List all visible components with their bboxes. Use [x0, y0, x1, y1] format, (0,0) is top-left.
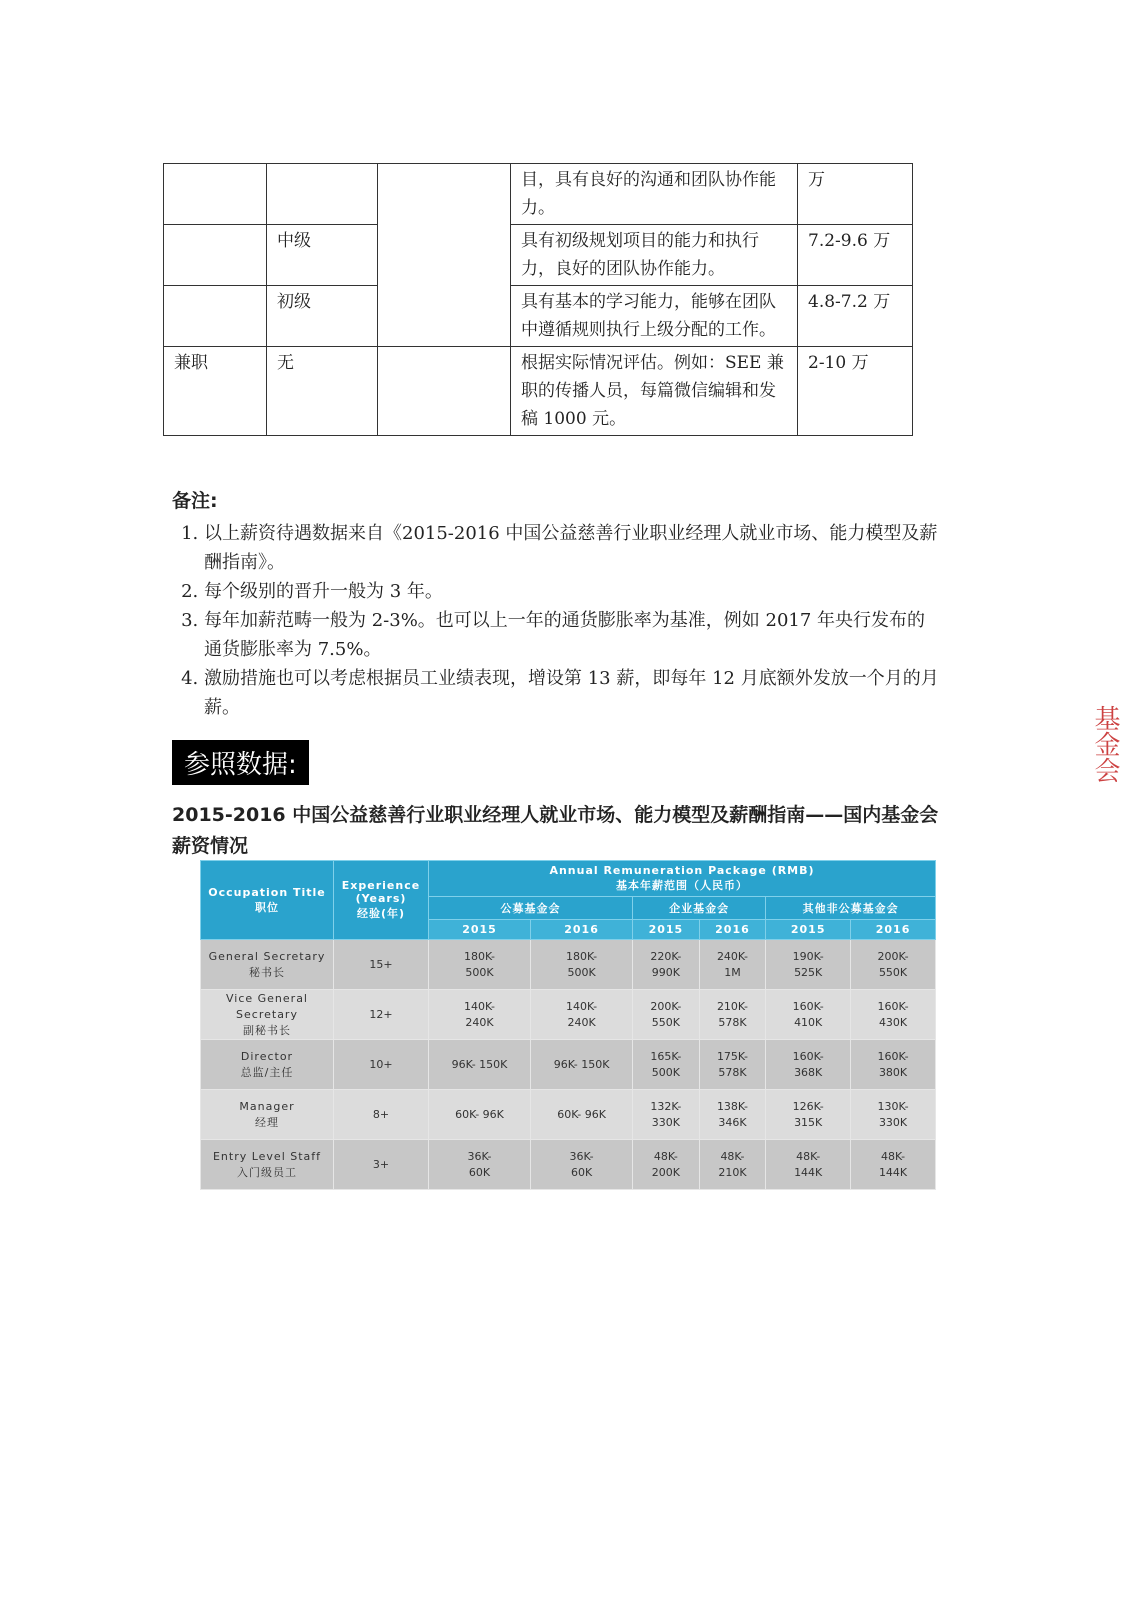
salary-cell — [429, 1090, 531, 1140]
salary-value: 140K- — [566, 999, 598, 1013]
header-experience-en: Experience (Years) — [341, 879, 421, 905]
occupation-en: Vice General Secretary — [225, 991, 308, 1021]
experience-cell: 8+ — [334, 1090, 429, 1140]
salary-value: 175K- — [716, 1049, 748, 1063]
table-cell — [164, 286, 267, 347]
salary-value: 160K- — [792, 1049, 824, 1063]
salary-cell — [429, 1140, 531, 1190]
salary-value: 430K — [878, 1015, 908, 1029]
salary-value: 60K — [570, 1165, 593, 1179]
occupation-cell — [201, 1140, 334, 1190]
occupation-cell — [201, 1090, 334, 1140]
table-row — [201, 1140, 936, 1190]
salary-cell — [531, 940, 633, 990]
table-cell: 具有初级规划项目的能力和执行力，良好的团队协作能力。 — [511, 225, 798, 286]
list-item: 1. 以上薪资待遇数据来自《2015-2016 中国公益慈善行业职业经理人就业市场、能力模型及薪酬指南》。 — [204, 519, 942, 577]
experience-cell: 3+ — [334, 1140, 429, 1190]
header-occupation-cn: 职位 — [255, 900, 279, 914]
header-year: 2016 — [531, 920, 633, 940]
header-package-en: Annual Remuneration Package (RMB) — [549, 864, 815, 877]
salary-value: 180K- — [464, 949, 496, 963]
salary-value: 160K- — [877, 999, 909, 1013]
experience-cell: 15+ — [334, 940, 429, 990]
table-row — [164, 164, 913, 225]
occupation-cell — [201, 990, 334, 1040]
salary-cell — [531, 1040, 633, 1090]
table-cell: 兼职 — [164, 347, 267, 436]
header-experience-cn: 经验(年) — [356, 907, 406, 920]
notes-section — [172, 486, 942, 722]
salary-cell — [699, 1040, 766, 1090]
list-item: 2. 每个级别的晋升一般为 3 年。 — [204, 577, 942, 606]
occupation-en: Director — [240, 1049, 294, 1063]
header-occupation — [201, 861, 334, 940]
salary-value: 1M — [724, 965, 741, 979]
salary-value: 315K — [794, 1115, 823, 1129]
salary-value: 240K- — [716, 949, 748, 963]
salary-cell — [766, 1040, 851, 1090]
salary-value: 990K — [651, 965, 680, 979]
header-year: 2015 — [766, 920, 851, 940]
table-cell — [164, 164, 267, 225]
salary-cell — [531, 990, 633, 1040]
salary-value: 380K — [878, 1065, 908, 1079]
list-item: 4. 激励措施也可以考虑根据员工业绩表现，增设第 13 薪，即每年 12 月底额外发放一个月的月薪。 — [204, 664, 942, 722]
salary-value: 410K — [794, 1015, 823, 1029]
salary-value: 138K- — [716, 1099, 748, 1113]
salary-value: 550K — [651, 1015, 680, 1029]
table-row — [164, 286, 913, 347]
salary-value: 60K- 96K — [455, 1107, 504, 1121]
occupation-en: Entry Level Staff — [212, 1149, 322, 1163]
salary-value: 200K- — [650, 999, 682, 1013]
salary-cell — [851, 1040, 936, 1090]
salary-value: 130K- — [877, 1099, 909, 1113]
salary-value: 368K — [794, 1065, 823, 1079]
salary-value: 220K- — [650, 949, 682, 963]
salary-value: 48K- — [653, 1149, 678, 1163]
reference-label: 参照数据: — [172, 740, 309, 785]
salary-value: 144K — [878, 1165, 908, 1179]
salary-value: 132K- — [650, 1099, 682, 1113]
occupation-cell — [201, 940, 334, 990]
table-cell — [378, 347, 511, 436]
salary-cell — [766, 1090, 851, 1140]
notes-list — [172, 519, 942, 722]
salary-value: 578K — [718, 1015, 747, 1029]
header-occupation-en: Occupation Title — [208, 885, 326, 899]
salary-value: 160K- — [877, 1049, 909, 1063]
salary-cell — [633, 990, 700, 1040]
table-cell: 万 — [798, 164, 913, 225]
experience-cell: 12+ — [334, 990, 429, 1040]
table-row — [164, 347, 913, 436]
table-row — [164, 225, 913, 286]
salary-value: 140K- — [464, 999, 496, 1013]
salary-value: 96K- 150K — [451, 1057, 508, 1071]
table-cell: 初级 — [267, 286, 378, 347]
notes-title: 备注: — [172, 490, 218, 512]
salary-cell — [766, 990, 851, 1040]
header-package — [429, 861, 936, 897]
header-group: 公募基金会 — [429, 897, 633, 920]
salary-value: 330K — [878, 1115, 908, 1129]
header-experience — [334, 861, 429, 940]
header-year: 2015 — [633, 920, 700, 940]
salary-cell — [851, 940, 936, 990]
salary-value: 240K — [465, 1015, 494, 1029]
salary-value: 578K — [718, 1065, 747, 1079]
salary-value: 500K — [567, 965, 596, 979]
header-year: 2016 — [851, 920, 936, 940]
salary-cell — [633, 1090, 700, 1140]
table-row — [201, 1090, 936, 1140]
table-cell — [164, 225, 267, 286]
occupation-cn: 副秘书长 — [243, 1023, 291, 1037]
table-cell: 具有基本的学习能力，能够在团队中遵循规则执行上级分配的工作。 — [511, 286, 798, 347]
salary-cell — [429, 940, 531, 990]
salary-cell — [699, 1140, 766, 1190]
salary-cell — [429, 990, 531, 1040]
table-cell: 无 — [267, 347, 378, 436]
salary-cell — [699, 1090, 766, 1140]
occupation-cn: 经理 — [255, 1115, 279, 1129]
salary-cell — [531, 1140, 633, 1190]
reference-title: 2015-2016 中国公益慈善行业职业经理人就业市场、能力模型及薪酬指南——国内基金会薪资情况 — [172, 804, 939, 857]
salary-value: 36K- — [569, 1149, 594, 1163]
salary-value: 240K — [567, 1015, 596, 1029]
salary-value: 525K — [794, 965, 823, 979]
seal-stamp: 基金会 — [1090, 705, 1120, 783]
header-year: 2015 — [429, 920, 531, 940]
salary-value: 190K- — [792, 949, 824, 963]
table-cell: 中级 — [267, 225, 378, 286]
salary-value: 60K- 96K — [557, 1107, 606, 1121]
salary-value: 210K- — [716, 999, 748, 1013]
table-cell: 7.2-9.6 万 — [798, 225, 913, 286]
salary-value: 60K — [468, 1165, 491, 1179]
job-level-table — [163, 163, 913, 436]
salary-cell — [699, 990, 766, 1040]
occupation-cn: 总监/主任 — [240, 1065, 294, 1079]
table-row — [201, 940, 936, 990]
salary-value: 550K — [878, 965, 908, 979]
salary-value: 48K- — [720, 1149, 745, 1163]
table-cell — [267, 164, 378, 225]
salary-value: 126K- — [792, 1099, 824, 1113]
salary-cell — [531, 1090, 633, 1140]
experience-cell: 10+ — [334, 1040, 429, 1090]
table-cell: 目，具有良好的沟通和团队协作能力。 — [511, 164, 798, 225]
salary-cell — [851, 1090, 936, 1140]
salary-value: 500K — [651, 1065, 680, 1079]
occupation-en: General Secretary — [208, 949, 326, 963]
list-item: 3. 每年加薪范畴一般为 2-3%。也可以上一年的通货膨胀率为基准，例如 2017 年央行发布的通货膨胀率为 7.5%。 — [204, 606, 942, 664]
salary-value: 200K — [651, 1165, 680, 1179]
salary-cell — [633, 1140, 700, 1190]
salary-cell — [429, 1040, 531, 1090]
table-cell: 根据实际情况评估。例如：SEE 兼职的传播人员，每篇微信编辑和发稿 1000 元。 — [511, 347, 798, 436]
salary-value: 36K- — [467, 1149, 492, 1163]
occupation-cn: 秘书长 — [249, 965, 285, 979]
header-group: 企业基金会 — [633, 897, 766, 920]
salary-value: 210K — [718, 1165, 747, 1179]
salary-cell — [766, 1140, 851, 1190]
occupation-cell — [201, 1040, 334, 1090]
salary-value: 165K- — [650, 1049, 682, 1063]
salary-table — [200, 860, 936, 1190]
table-cell: 4.8-7.2 万 — [798, 286, 913, 347]
occupation-en: Manager — [239, 1099, 295, 1113]
header-group: 其他非公募基金会 — [766, 897, 936, 920]
salary-value: 180K- — [566, 949, 598, 963]
salary-cell — [766, 940, 851, 990]
salary-value: 160K- — [792, 999, 824, 1013]
salary-value: 500K — [465, 965, 494, 979]
salary-value: 48K- — [796, 1149, 821, 1163]
salary-value: 330K — [651, 1115, 680, 1129]
salary-cell — [633, 1040, 700, 1090]
table-row — [201, 1040, 936, 1090]
header-row — [201, 861, 936, 897]
table-cell — [378, 164, 511, 347]
salary-table-body — [201, 940, 936, 1190]
header-package-cn: 基本年薪范围（人民币） — [616, 879, 748, 892]
salary-cell — [851, 990, 936, 1040]
occupation-cn: 入门级员工 — [237, 1165, 297, 1179]
salary-cell — [851, 1140, 936, 1190]
salary-value: 48K- — [881, 1149, 906, 1163]
salary-cell — [633, 940, 700, 990]
salary-value: 200K- — [877, 949, 909, 963]
salary-cell — [699, 940, 766, 990]
header-year: 2016 — [699, 920, 766, 940]
table-row — [201, 990, 936, 1040]
salary-value: 96K- 150K — [553, 1057, 610, 1071]
table-cell: 2-10 万 — [798, 347, 913, 436]
salary-value: 144K — [794, 1165, 823, 1179]
salary-value: 346K — [718, 1115, 747, 1129]
